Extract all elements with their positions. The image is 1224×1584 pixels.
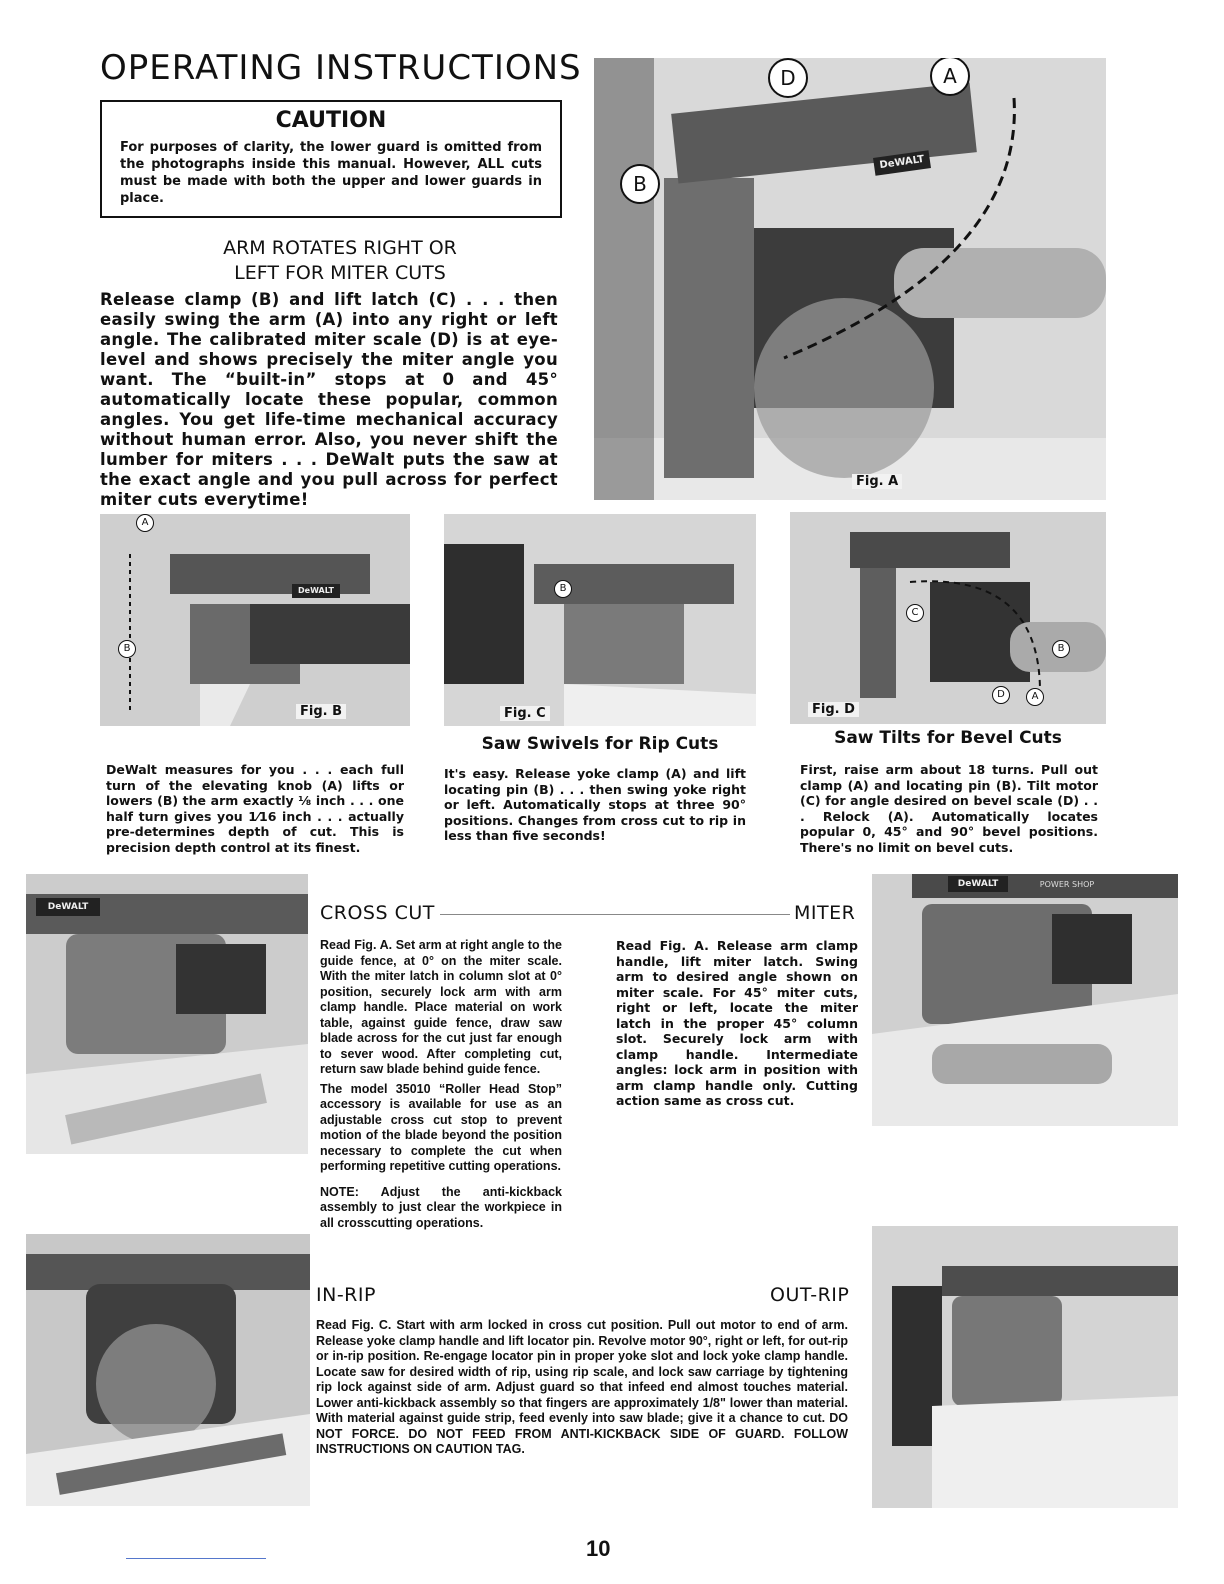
fig-b-brand: DeWALT [292, 584, 340, 598]
fig-d-callout-b: B [1052, 640, 1070, 658]
fig-a-callout-a: A [930, 58, 970, 96]
fig-c-drawing [444, 514, 756, 726]
fig-d-caption-title: Saw Tilts for Bevel Cuts [834, 728, 1062, 748]
in-rip-photo [26, 1234, 310, 1506]
cross-cut-column [320, 938, 562, 1231]
out-rip-photo [872, 1226, 1178, 1508]
fig-a-drawing [594, 58, 1106, 500]
fig-a-callout-b: B [620, 164, 660, 204]
out-rip-drawing [872, 1226, 1178, 1508]
in-rip-heading: IN-RIP [316, 1284, 376, 1306]
fig-d-caption-text: First, raise arm about 18 turns. Pull out clamp (A) and locating pin (B). Tilt motor (C) for angle desired on bevel scale (D) . . . Relock (A). Automatically locates popular 0, 45° and 90° bevel positions. There's no limit on bevel cuts. [800, 762, 1098, 855]
fig-b-callout-a: A [136, 514, 154, 532]
fig-c-caption-title: Saw Swivels for Rip Cuts [481, 734, 719, 754]
fig-a-callout-d: D [768, 58, 808, 98]
fig-c-photo [444, 514, 756, 726]
page-title: OPERATING INSTRUCTIONS [100, 48, 582, 88]
cross-cut-note: NOTE: Adjust the anti-kickback assembly to just clear the workpiece in all crosscutting operations. [320, 1184, 562, 1230]
cross-cut-para2: The model 35010 “Roller Head Stop” accessory is available for use as an adjustable cross cut stop to prevent motion of the blade beyond the position necessary to complete the cut when performing repetitive cutting operations. [320, 1081, 562, 1173]
miter-brand-sub: POWER SHOP [1039, 880, 1095, 889]
caution-text: For purposes of clarity, the lower guard is omitted from the photographs inside this manual. However, ALL cuts must be made with both the upper and lower guards in place. [120, 140, 542, 206]
fig-d-callout-a: A [1026, 688, 1044, 706]
fig-b-caption: DeWalt measures for you . . . each full turn of the elevating knob (A) lifts or lowers (B) the arm exactly ⅛ inch . . . one half turn gives you 1⁄16 inch . . . actually pre-determines depth of cut. This is precision depth control at its finest. [106, 762, 404, 855]
arm-section-heading [160, 236, 520, 286]
cross-cut-brand: DeWALT [36, 898, 100, 916]
fig-d-label: Fig. D [808, 702, 859, 717]
bottom-rule [126, 1558, 266, 1559]
miter-drawing [872, 874, 1178, 1126]
fig-d-drawing [790, 512, 1106, 724]
arm-heading-line1: ARM ROTATES RIGHT OR [223, 237, 457, 259]
miter-text: Read Fig. A. Release arm clamp handle, lift miter latch. Swing arm to desired angle shown on miter scale. For 45° miter cuts, right or left, locate the miter latch in the proper 45° column slot. Securely lock arm with clamp handle. Intermediate angles: lock arm in position with arm clamp handle only. Cutting action same as cross cut. [616, 938, 858, 1108]
fig-c-caption-text: It's easy. Release yoke clamp (A) and lift locating pin (B) . . . then swing yoke right or left. Automatically stops at three 90° positions. Changes from cross cut to rip in less than five seconds! [444, 766, 746, 843]
arm-section-text: Release clamp (B) and lift latch (C) . . . then easily swing the arm (A) into any right or left angle. The calibrated miter scale (D) is at eye-level and shows precisely the miter angle you want. The “built-in” stops at 0 and 45° automatically locate these popular, common angles. You get life-time mechanical accuracy without human error. Also, you never shift the lumber for miters . . . DeWalt puts the saw at the exact angle and you pull across for perfect miter cuts everytime! [100, 290, 558, 509]
fig-c-label: Fig. C [500, 706, 550, 721]
fig-b-callout-b: B [118, 640, 136, 658]
fig-d-callout-c: C [906, 604, 924, 622]
fig-a-label: Fig. A [852, 474, 902, 489]
miter-photo [872, 874, 1178, 1126]
fig-b-photo [100, 514, 410, 726]
caution-box [100, 100, 562, 218]
arm-heading-line2: LEFT FOR MITER CUTS [234, 262, 446, 284]
miter-heading: MITER [794, 902, 856, 924]
fig-a-brand: DeWALT [873, 150, 931, 176]
fig-d-callout-d: D [992, 686, 1010, 704]
caution-title: CAUTION [275, 108, 387, 133]
fig-b-label: Fig. B [296, 704, 346, 719]
cross-cut-para1: Read Fig. A. Set arm at right angle to the guide fence, at 0° on the miter scale. With the miter latch in column slot at 0° position, securely lock arm with arm clamp handle. Place material on work table, against guide fence, draw saw blade across for the cut just far enough to sever wood. After completing cut, return saw blade behind guide fence. [320, 938, 562, 1076]
cross-cut-photo [26, 874, 308, 1154]
rip-text: Read Fig. C. Start with arm locked in cross cut position. Pull out motor to end of arm. Release yoke clamp handle and lift locator pin. Revolve motor 90°, right or left, for out-rip or in-rip position. Re-engage locator pin in proper yoke slot and lock yoke clamp handle. Locate saw for desired width of rip, using rip scale, and lock saw carriage by tightening rip lock against side of arm. Adjust guard so that infeed end almost touches material. Lower anti-kickback assembly so that fingers are approximately 1/8" lower than material. With material against guide strip, feed evenly into saw blade; give it a chance to cut. DO NOT FORCE. DO NOT FEED FROM ANTI-KICKBACK SIDE OF GUARD. FOLLOW INSTRUCTIONS ON CAUTION TAG. [316, 1318, 848, 1456]
cross-cut-drawing [26, 874, 308, 1154]
miter-brand: DeWALT [948, 876, 1008, 892]
heading-divider [440, 914, 790, 915]
fig-d-photo [790, 512, 1106, 724]
fig-c-callout-b: B [554, 580, 572, 598]
in-rip-drawing [26, 1234, 310, 1506]
fig-a-photo [594, 58, 1106, 500]
page-number: 10 [586, 1536, 611, 1561]
fig-b-drawing [100, 514, 410, 726]
cross-cut-heading: CROSS CUT [320, 902, 435, 924]
out-rip-heading: OUT-RIP [770, 1284, 850, 1306]
